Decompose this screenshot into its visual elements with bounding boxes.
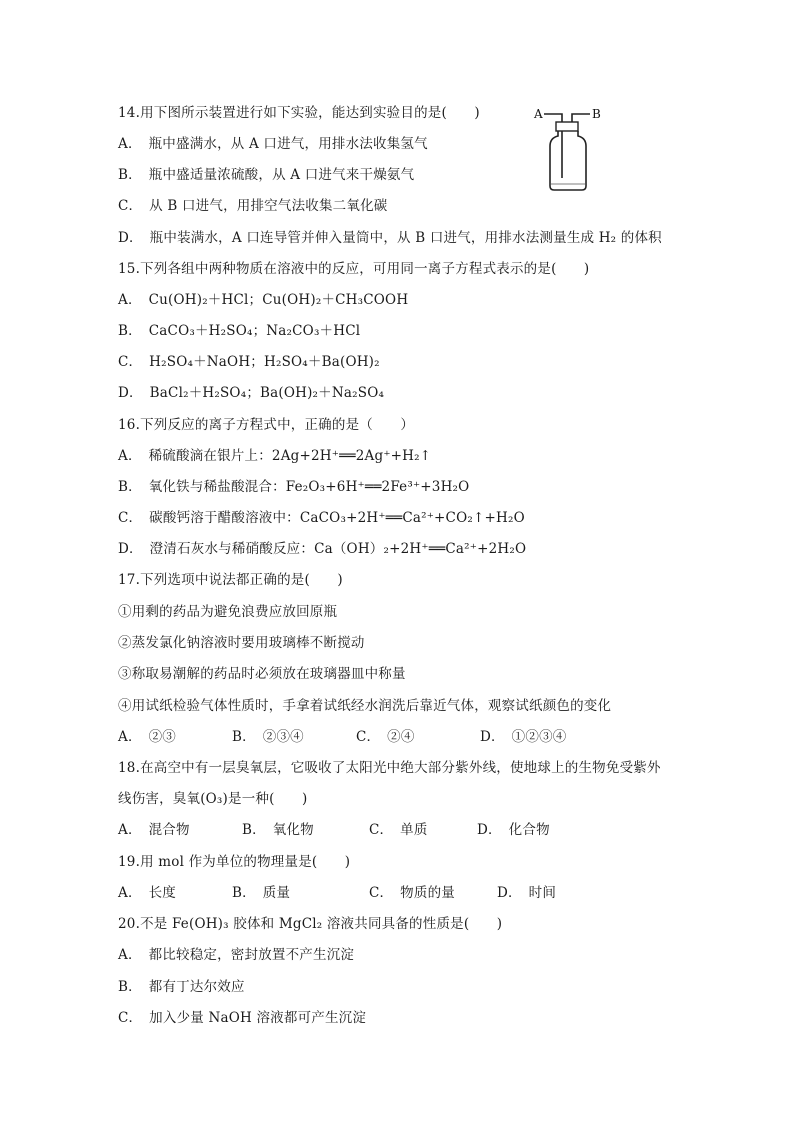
q15-option-a: A． Cu(OH)₂＋HCl；Cu(OH)₂＋CH₃COOH	[118, 292, 409, 308]
q17-options	[118, 728, 566, 746]
q17-stem: 17.下列选项中说法都正确的是( )	[118, 572, 343, 588]
figure-label-a: A	[534, 107, 543, 121]
q19-option-a: A． 长度	[118, 885, 176, 901]
gas-bottle-icon	[528, 104, 608, 194]
q15-option-b: B． CaCO₃＋H₂SO₄；Na₂CO₃＋HCl	[118, 323, 361, 339]
q14-stem: 14.用下图所示装置进行如下实验，能达到实验目的是( )	[118, 105, 480, 121]
q19-option-b: B． 质量	[232, 885, 291, 901]
q14-option-d: D． 瓶中装满水，A 口连导管并伸入量筒中，从 B 口进气，用排水法测量生成 H₂ 的体积	[118, 230, 662, 246]
q14-option-a: A． 瓶中盛满水，从 A 口进气，用排水法收集氢气	[118, 136, 428, 152]
q16-stem: 16.下列反应的离子方程式中，正确的是（ ）	[118, 417, 415, 433]
q17-option-b: B． ②③④	[232, 729, 304, 745]
q16-option-a: A． 稀硫酸滴在银片上：2Ag+2H⁺══2Ag⁺+H₂↑	[118, 448, 432, 464]
q16-option-c: C． 碳酸钙溶于醋酸溶液中：CaCO₃+2H⁺══Ca²⁺+CO₂↑+H₂O	[118, 510, 525, 526]
q20-option-c: C． 加入少量 NaOH 溶液都可产生沉淀	[118, 1010, 367, 1026]
q16-option-b: B． 氧化铁与稀盐酸混合：Fe₂O₃+6H⁺══2Fe³⁺+3H₂O	[118, 479, 470, 495]
q17-statement-2: ②蒸发氯化钠溶液时要用玻璃棒不断搅动	[118, 635, 365, 651]
q15-option-d: D． BaCl₂＋H₂SO₄；Ba(OH)₂＋Na₂SO₄	[118, 385, 385, 401]
q20-option-a: A． 都比较稳定，密封放置不产生沉淀	[118, 947, 355, 963]
q14-option-c: C． 从 B 口进气，用排空气法收集二氧化碳	[118, 198, 388, 214]
q18-option-b: B． 氧化物	[242, 822, 314, 838]
q20-option-b: B． 都有丁达尔效应	[118, 979, 245, 995]
q19-option-c: C． 物质的量	[369, 885, 455, 901]
q17-option-c: C． ②④	[356, 729, 415, 745]
q15-stem: 15.下列各组中两种物质在溶液中的反应，可用同一离子方程式表示的是( )	[118, 261, 590, 277]
q17-option-a: A． ②③	[118, 729, 176, 745]
figure-label-b: B	[592, 107, 601, 121]
q14-option-b: B． 瓶中盛适量浓硫酸，从 A 口进气来干燥氨气	[118, 167, 415, 183]
gas-washing-bottle-figure	[528, 104, 608, 194]
q18-option-d: D． 化合物	[477, 822, 550, 838]
q19-option-d: D． 时间	[497, 885, 557, 901]
q18-stem-line-2: 线伤害，臭氧(O₃)是一种( )	[118, 791, 308, 807]
q19-stem: 19.用 mol 作为单位的物理量是( )	[118, 854, 351, 870]
q18-options	[118, 821, 550, 839]
q18-stem-line-1: 18.在高空中有一层臭氧层，它吸收了太阳光中绝大部分紫外线，使地球上的生物免受紫外	[118, 760, 661, 776]
q17-option-d: D． ①②③④	[480, 729, 567, 745]
q17-statement-1: ①用剩的药品为避免浪费应放回原瓶	[118, 604, 338, 620]
q18-option-c: C． 单质	[369, 822, 428, 838]
q15-option-c: C． H₂SO₄＋NaOH；H₂SO₄＋Ba(OH)₂	[118, 354, 380, 370]
q19-options	[118, 884, 556, 902]
q18-option-a: A． 混合物	[118, 822, 190, 838]
q17-statement-4: ④用试纸检验气体性质时，手拿着试纸经水润洗后靠近气体，观察试纸颜色的变化	[118, 698, 612, 714]
q17-statement-3: ③称取易潮解的药品时必须放在玻璃器皿中称量	[118, 666, 406, 682]
q20-stem: 20.不是 Fe(OH)₃ 胶体和 MgCl₂ 溶液共同具备的性质是( )	[118, 916, 503, 932]
q16-option-d: D． 澄清石灰水与稀硝酸反应：Ca（OH）₂+2H⁺══Ca²⁺+2H₂O	[118, 541, 527, 557]
